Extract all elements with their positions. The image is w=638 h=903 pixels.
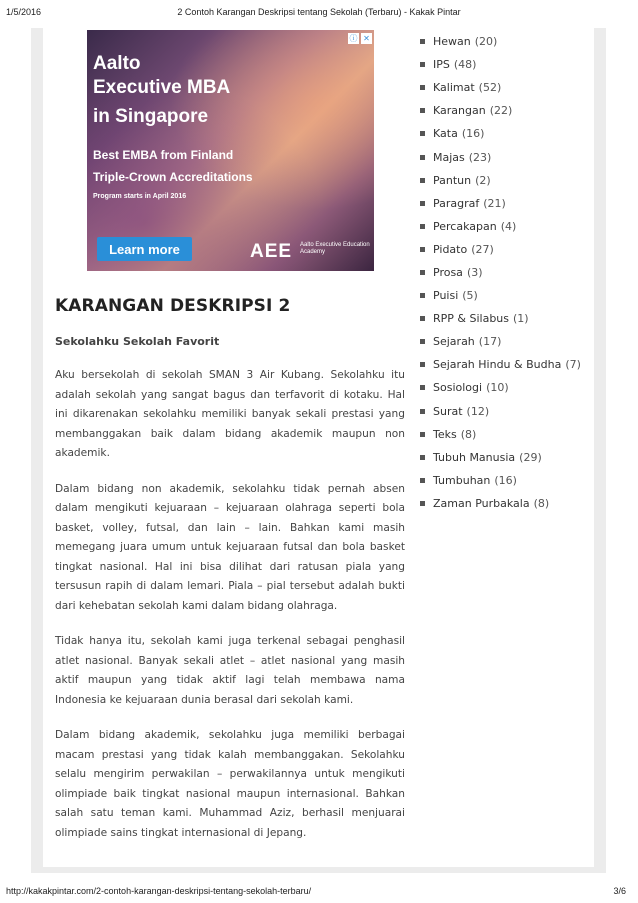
category-link[interactable]: Sosiologi [433,381,483,395]
category-item[interactable] [418,469,594,492]
page-frame-left [31,28,43,873]
category-count: (20) [474,35,498,49]
ad-choices[interactable] [348,32,372,44]
category-count: (1) [513,312,529,326]
print-page-number: 3/6 [613,886,626,896]
category-link[interactable]: RPP & Silabus [433,312,510,326]
category-item[interactable] [418,423,594,446]
bullet-icon [420,201,425,206]
ad-subline-3: Program starts in April 2016 [93,193,187,200]
category-item[interactable] [418,492,594,515]
category-link[interactable]: Pantun [433,173,472,187]
category-count: (17) [478,335,502,349]
category-link[interactable]: Karangan [433,104,486,118]
bullet-icon [420,339,425,344]
category-count: (27) [471,242,494,256]
category-link[interactable]: Puisi [433,289,459,303]
category-count: (2) [475,173,491,187]
category-link[interactable]: Surat [433,404,463,418]
category-count: (5) [462,289,478,303]
ad-close-icon[interactable]: ✕ [361,33,372,44]
bullet-icon [420,108,425,113]
ad-headline-3: in Singapore [93,106,209,127]
ad-headline-1: Aalto [93,53,141,74]
bullet-icon [420,362,425,367]
category-link[interactable]: Sejarah [433,335,475,349]
category-item[interactable] [418,215,594,238]
category-count: (29) [519,450,542,464]
sidebar-categories [418,30,594,515]
bullet-icon [420,131,425,136]
bullet-icon [420,155,425,160]
article-paragraph: Dalam bidang non akademik, sekolahku tidak pernah absen dalam mengikuti kejuaraan – kejuaraan olahraga seperti bola basket, volley, futsal, dan lain – lain. Bahkan kami masih memegang juara umum untuk kejuaraan futsal dan bola basket tingkat nasional. Hal ini bisa dilihat dari ratusan piala yang tersusun rapih di dalam lemari. Piala – pial tersebut adalah bukti dari kehebatan sekolah kami dalam bidang olahraga. [55,482,405,612]
bullet-icon [420,178,425,183]
ad-subline-2: Triple-Crown Accreditations [93,170,253,184]
category-item[interactable] [418,307,594,330]
category-link[interactable]: Sejarah Hindu & Budha [433,358,562,372]
category-count: (3) [466,265,483,279]
article-title: KARANGAN DESKRIPSI 2 [55,296,291,316]
advertisement-banner[interactable] [87,30,374,271]
ad-logo: AEE [250,241,293,262]
category-link[interactable]: Tubuh Manusia [433,450,516,464]
category-count: (48) [453,58,477,72]
print-url: http://kakakpintar.com/2-contoh-karangan-deskripsi-tentang-sekolah-terbaru/ [6,886,312,896]
category-item[interactable] [418,99,594,122]
category-list [418,30,594,515]
bullet-icon [420,409,425,414]
category-item[interactable] [418,238,594,261]
print-footer [0,879,638,903]
ad-info-icon[interactable]: ⓘ [349,33,358,43]
category-link[interactable]: Paragraf [433,196,480,210]
bullet-icon [420,270,425,275]
category-item[interactable] [418,446,594,469]
ad-subline-1: Best EMBA from Finland [93,148,234,162]
bullet-icon [420,247,425,252]
category-item[interactable] [418,376,594,399]
bullet-icon [420,385,425,390]
category-count: (4) [500,219,517,233]
article-paragraph: Dalam bidang akademik, sekolahku juga memiliki berbagai macam prestasi yang tidak kalah membanggakan. Sekolahku selalu mengirim perwakilan – perwakilannya untuk mengikuti olimpiade baik tingkat nasional maupun internasional. Bahkan salah satu teman kami. Muhammad Aziz, berhasil menjuarai olimpiade sains tingkat internasional di Jepang. [55,729,405,839]
article-body [55,366,405,859]
bullet-icon [420,432,425,437]
category-item[interactable] [418,284,594,307]
category-item[interactable] [418,192,594,215]
category-link[interactable]: Pidato [433,242,468,256]
print-page-title: 2 Contoh Karangan Deskripsi tentang Sekolah (Terbaru) - Kakak Pintar [177,7,461,17]
page-frame-right [594,28,606,873]
category-item[interactable] [418,30,594,53]
category-count: (23) [468,150,492,164]
category-count: (10) [486,381,509,395]
print-header [0,0,638,22]
bullet-icon [420,293,425,298]
bullet-icon [420,224,425,229]
category-link[interactable]: Tumbuhan [433,473,491,487]
bullet-icon [420,501,425,506]
page-frame-bottom [31,867,606,873]
ad-learn-more-button[interactable]: Learn more [97,237,192,261]
category-item[interactable] [418,145,594,168]
category-count: (52) [478,81,502,95]
category-count: (16) [461,127,485,141]
category-count: (8) [533,496,550,510]
category-count: (16) [494,473,517,487]
bullet-icon [420,39,425,44]
bullet-icon [420,478,425,483]
article-paragraph: Tidak hanya itu, sekolah kami juga terkenal sebagai penghasil atlet nasional. Banyak sekali atlet – atlet nasional yang masih aktif maupun yang tidak aktif lagi telah membawa nama Indonesia ke kejuaraan dunia berasal dari sekolah kami. [55,635,405,706]
category-link[interactable]: Majas [433,150,465,164]
bullet-icon [420,85,425,90]
category-item[interactable] [418,169,594,192]
category-link[interactable]: Percakapan [433,219,497,233]
category-item[interactable] [418,261,594,284]
bullet-icon [420,455,425,460]
bullet-icon [420,62,425,67]
ad-headline-2: Executive MBA [93,77,231,98]
category-link[interactable]: Prosa [433,265,463,279]
category-link[interactable]: Kalimat [433,81,475,95]
bullet-icon [420,316,425,321]
category-item[interactable] [418,76,594,99]
category-link[interactable]: Zaman Purbakala [433,496,530,510]
category-count: (12) [466,404,490,418]
category-link[interactable]: Hewan [433,35,471,49]
category-count: (22) [489,104,513,118]
category-link[interactable]: Teks [433,427,457,441]
category-link[interactable]: Kata [433,127,458,141]
ad-org-name: Aalto Executive Education Academy [300,242,370,255]
category-count: (7) [565,358,581,372]
article-subtitle: Sekolahku Sekolah Favorit [55,335,220,348]
category-count: (21) [483,196,506,210]
category-link[interactable]: IPS [433,58,450,72]
article-paragraph: Aku bersekolah di sekolah SMAN 3 Air Kubang. Sekolahku itu adalah sekolah yang sangat bagus dan terfavorit di kotaku. Hal ini dikarenakan sekolahku memiliki banyak sekali prestasi yang membanggakan baik dalam bidang akademik maupun non akademik. [55,369,405,459]
category-item[interactable] [418,53,594,76]
category-item[interactable] [418,122,594,145]
category-item[interactable] [418,330,594,353]
category-item[interactable] [418,353,594,376]
print-date: 1/5/2016 [6,7,42,17]
category-item[interactable] [418,400,594,423]
category-count: (8) [460,427,477,441]
